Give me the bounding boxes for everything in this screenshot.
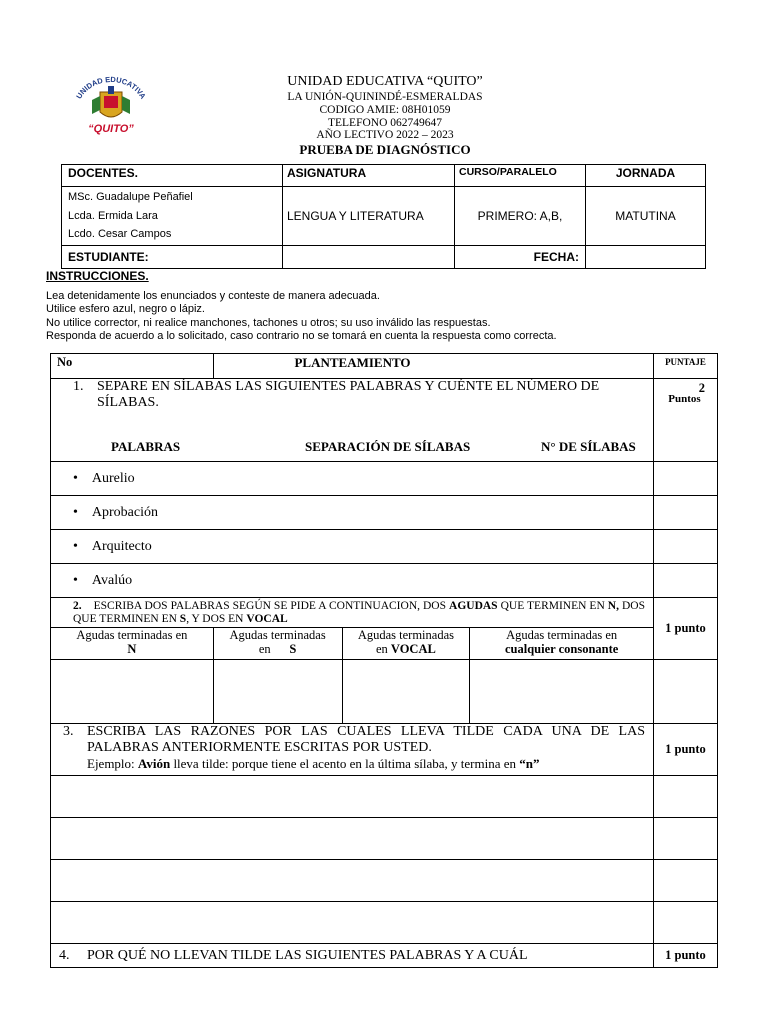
curso-label: CURSO/PARALELO: [455, 165, 586, 187]
school-name: UNIDAD EDUCATIVA “QUITO”: [287, 74, 483, 89]
q3-text-block: [51, 724, 645, 756]
estudiante-label: ESTUDIANTE:: [62, 246, 283, 269]
q3-points: 1 punto: [653, 724, 717, 776]
curso-value: PRIMERO: A,B,: [455, 187, 586, 246]
list-item: • Arquitecto: [51, 530, 654, 564]
q3-cell: [51, 724, 654, 776]
col-puntaje: PUNTAJE: [653, 354, 717, 379]
q2-col-vocal-top: Agudas terminadas: [357, 628, 454, 642]
instruction-line: Lea detenidamente los enunciados y conteste de manera adecuada.: [46, 290, 380, 302]
docentes-label: DOCENTES.: [62, 165, 283, 187]
q2-col-cons-bottom: cualquier consonante: [504, 642, 619, 656]
points-cell: [653, 660, 717, 724]
instruction-line: No utilice corrector, ni realice manchones, tachones u otros; su uso inválido las respuestas.: [46, 316, 491, 329]
q2-col-cons-top: Agudas terminadas en: [506, 628, 618, 642]
q2-bold-n: N,: [607, 600, 619, 612]
points-cell: [653, 902, 717, 944]
q3-answer-line[interactable]: [51, 776, 654, 818]
school-year: AÑO LECTIVO 2022 – 2023: [316, 129, 454, 141]
q3-text: ESCRIBA LAS RAZONES POR LAS CUALES LLEVA TILDE CADA UNA DE LAS PALABRAS ANTERIORMENTE ESCRITAS POR USTED.: [87, 724, 645, 755]
q2-col-s-top: Agudas terminadas: [229, 628, 326, 642]
points-cell: [653, 530, 717, 564]
asignatura-label: ASIGNATURA: [283, 165, 455, 187]
q2-answer-s[interactable]: [213, 660, 342, 724]
q3-example: [51, 756, 645, 771]
docentes-list: [62, 187, 283, 246]
word-arquitecto: Arquitecto: [91, 538, 152, 554]
school-amie: CODIGO AMIE: 08H01059: [319, 104, 451, 116]
q2-col-s-pre: en: [258, 642, 271, 656]
docente-2: Lcda. Ermida Lara: [68, 209, 158, 222]
q2-answer-vocal[interactable]: [342, 660, 470, 724]
q4-number: 4.: [59, 947, 70, 963]
q2-bold-s: S: [179, 612, 187, 625]
q1-text-block: [51, 379, 653, 411]
list-item: • Aprobación: [51, 496, 654, 530]
docente-3: Lcdo. Cesar Campos: [68, 228, 172, 240]
q4-text: POR QUÉ NO LLEVAN TILDE LAS SIGUIENTES PALABRAS Y A CUÁL: [87, 947, 528, 963]
q2-col-consonante: [470, 628, 654, 660]
q2-col-n-bottom: N: [127, 642, 137, 656]
instructions-list: [46, 290, 726, 344]
school-logo: [70, 74, 152, 138]
q2-text-2: QUE TERMINEN EN: [497, 600, 608, 612]
q2-cell: [51, 598, 654, 628]
q2-col-vocal-bottom: VOCAL: [390, 642, 436, 656]
jornada-value: MATUTINA: [586, 187, 706, 246]
word-aurelio: Aurelio: [91, 470, 135, 486]
q2-answer-consonante[interactable]: [470, 660, 654, 724]
info-table: [61, 164, 706, 269]
q2-col-vocal: [342, 628, 470, 660]
q2-bold-agudas: AGUDAS: [449, 600, 498, 612]
q1-subheader: [51, 439, 653, 461]
q3-answer-line[interactable]: [51, 860, 654, 902]
q2-col-vocal-pre: en: [375, 642, 388, 656]
q1-points-num: 2: [698, 381, 705, 395]
q3-example-label: Ejemplo:: [87, 756, 138, 771]
q1-text: SEPARE EN SÍLABAS LAS SIGUIENTES PALABRAS Y CUÉNTE EL NÚMERO DE SÍLABAS.: [97, 379, 600, 410]
q4-points: 1 punto: [653, 944, 717, 968]
list-item: • Aurelio: [51, 462, 654, 496]
logo-arc-text: UNIDAD EDUCATIVA: [74, 74, 148, 101]
test-title: PRUEBA DE DIAGNÓSTICO: [299, 142, 471, 157]
q4-cell: [51, 944, 654, 968]
school-phone: TELEFONO 062749647: [327, 117, 443, 129]
docente-1: MSc. Guadalupe Peñafiel: [68, 191, 193, 203]
estudiante-field[interactable]: [283, 246, 455, 269]
q2-text-4: , Y DOS EN: [186, 612, 247, 625]
q1-col-silabas: N° DE SÍLABAS: [541, 439, 636, 454]
q1-cell: [51, 379, 654, 462]
logo-quito-text: “QUITO”: [88, 123, 134, 135]
jornada-label: JORNADA: [586, 165, 706, 187]
word-aprobacion: Aprobación: [91, 504, 158, 520]
q2-text-3: DOS QUE TERMINEN EN: [73, 600, 645, 625]
asignatura-value: LENGUA Y LITERATURA: [283, 187, 455, 246]
q2-text-1: ESCRIBA DOS PALABRAS SEGÚN SE PIDE A CONTINUACION, DOS: [93, 600, 450, 612]
list-item: • Avalúo: [51, 564, 654, 598]
q2-col-n-top: Agudas terminadas en: [76, 628, 188, 642]
q1-number: 1.: [73, 379, 84, 394]
q1-col-separacion: SEPARACIÓN DE SÍLABAS: [305, 439, 471, 454]
q3-answer-line[interactable]: [51, 818, 654, 860]
q2-col-n: [51, 628, 214, 660]
q1-col-palabras: PALABRAS: [111, 439, 181, 454]
points-cell: [653, 776, 717, 818]
q1-points: [653, 379, 717, 462]
q2-bold-vocal: VOCAL: [246, 612, 288, 625]
col-plan: PLANTEAMIENTO: [294, 355, 411, 370]
questions-table: [50, 353, 718, 968]
word-avaluo: Avalúo: [91, 572, 133, 588]
q3-example-text: lleva tilde: porque tiene el acento en la última sílaba, y termina en: [170, 756, 520, 771]
q2-col-s-bottom: S: [289, 642, 297, 656]
points-cell: [653, 564, 717, 598]
q2-answer-n[interactable]: [51, 660, 214, 724]
q2-number: 2.: [73, 600, 82, 612]
q3-number: 3.: [63, 724, 74, 739]
col-no: No PLANTEAMIENTO: [51, 354, 214, 379]
points-cell: [653, 860, 717, 902]
q3-example-word: Avión: [137, 756, 171, 771]
q3-example-end: “n”: [519, 756, 540, 771]
points-cell: [653, 462, 717, 496]
fecha-label: FECHA:: [455, 246, 586, 269]
q1-points-word: Puntos: [668, 393, 701, 405]
fecha-field[interactable]: [586, 246, 706, 269]
instruction-line: Utilice esfero azul, negro o lápiz.: [46, 303, 205, 316]
points-cell: [653, 496, 717, 530]
instructions-title: INSTRUCCIONES.: [46, 269, 149, 283]
points-cell: [653, 818, 717, 860]
instruction-line: Responda de acuerdo a lo solicitado, caso contrario no se tomará en cuenta la respuesta como correcta.: [46, 330, 557, 343]
q3-answer-line[interactable]: [51, 902, 654, 944]
q2-col-s: [213, 628, 342, 660]
school-location: LA UNIÓN-QUININDÉ-ESMERALDAS: [287, 91, 483, 103]
q2-points: 1 punto: [653, 598, 717, 660]
